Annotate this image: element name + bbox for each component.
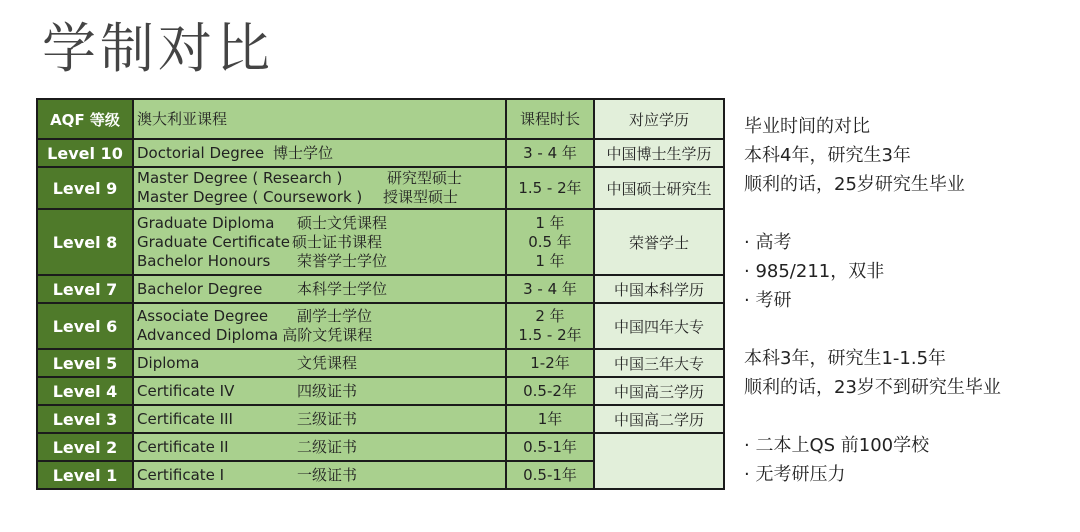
course-english-name: Advanced Diploma	[137, 326, 279, 344]
course-cell	[133, 433, 506, 461]
course-english-name: Master Degree ( Research )	[137, 169, 343, 187]
course-chinese-name: 一级证书	[297, 465, 358, 484]
aqf-comparison-table	[36, 98, 725, 490]
page-title: 学制对比	[42, 17, 274, 80]
course-english-name: Bachelor Honours	[137, 251, 271, 270]
equivalent-degree-cell: 中国高二学历	[594, 405, 724, 433]
notes-spacer	[744, 402, 1074, 431]
duration-value: 1.5 - 2年	[518, 326, 582, 344]
course-line	[137, 382, 505, 401]
duration-value: 3 - 4 年	[523, 279, 577, 298]
notes-china-bullet: · 985/211，双非	[744, 261, 885, 282]
course-chinese-name: 本科学士学位	[297, 279, 388, 298]
aqf-level-cell: Level 8	[37, 209, 133, 275]
course-chinese-name: 荣誉学士学位	[297, 251, 388, 270]
equivalent-degree-cell: 中国四年大专	[594, 303, 724, 349]
duration-cell	[506, 167, 594, 209]
equivalent-degree-cell: 中国博士生学历	[594, 139, 724, 167]
course-cell	[133, 209, 506, 275]
duration-cell	[506, 405, 594, 433]
notes-china-age: 顺利的话，25岁研究生毕业	[744, 174, 965, 195]
header-australian-course: 澳大利亚课程	[133, 99, 506, 139]
course-english-name: Bachelor Degree	[137, 279, 263, 298]
duration-value: 0.5-2年	[523, 381, 577, 400]
course-cell	[133, 139, 506, 167]
notes-china-bullet: · 高考	[744, 232, 792, 253]
aqf-level-cell: Level 3	[37, 405, 133, 433]
table-row	[37, 167, 724, 209]
aqf-level-cell: Level 10	[37, 139, 133, 167]
course-line	[137, 438, 505, 457]
table-row	[37, 275, 724, 303]
notes-heading: 毕业时间的对比	[744, 116, 870, 137]
duration-cell	[506, 139, 594, 167]
course-line	[137, 214, 505, 233]
course-cell	[133, 349, 506, 377]
course-line	[137, 466, 505, 485]
course-line	[137, 188, 505, 207]
course-line	[137, 144, 505, 163]
course-line	[137, 280, 505, 299]
aqf-level-cell: Level 5	[37, 349, 133, 377]
notes-aus-bullet: · 二本上QS 前100学校	[744, 435, 930, 456]
table-row	[37, 349, 724, 377]
duration-value: 0.5-1年	[523, 437, 577, 456]
course-line	[137, 307, 505, 326]
notes-spacer	[744, 315, 1074, 344]
duration-cell	[506, 209, 594, 275]
header-equivalent-degree: 对应学历	[594, 99, 724, 139]
course-chinese-name: 四级证书	[297, 381, 358, 400]
duration-value: 1 年	[535, 213, 565, 232]
duration-value: 2 年	[535, 307, 565, 325]
notes-china-bullet: · 考研	[744, 290, 792, 311]
duration-value: 1年	[537, 409, 563, 428]
course-chinese-name: 二级证书	[297, 437, 358, 456]
table-row	[37, 377, 724, 405]
course-cell	[133, 405, 506, 433]
course-chinese-name: 硕士文凭课程	[297, 213, 388, 232]
duration-value: 1-2年	[530, 353, 570, 372]
equivalent-degree-cell: 中国三年大专	[594, 349, 724, 377]
equivalent-degree-cell: 中国本科学历	[594, 275, 724, 303]
duration-cell	[506, 275, 594, 303]
equivalent-degree-cell: 中国高三学历	[594, 377, 724, 405]
course-line	[137, 169, 505, 188]
duration-value: 0.5 年	[528, 232, 572, 251]
course-cell	[133, 167, 506, 209]
duration-value: 1.5 - 2年	[518, 178, 582, 197]
table-row	[37, 405, 724, 433]
aqf-level-cell: Level 2	[37, 433, 133, 461]
aqf-level-cell: Level 4	[37, 377, 133, 405]
aqf-level-cell: Level 1	[37, 461, 133, 489]
course-english-name: Certificate III	[137, 409, 233, 428]
notes-china-duration: 本科4年，研究生3年	[744, 145, 911, 166]
notes-aus-duration: 本科3年，研究生1-1.5年	[744, 348, 947, 369]
duration-cell	[506, 377, 594, 405]
notes-aus-bullet: · 无考研压力	[744, 464, 846, 485]
aqf-level-cell: Level 6	[37, 303, 133, 349]
header-duration: 课程时长	[506, 99, 594, 139]
course-chinese-name: 硕士证书课程	[292, 232, 383, 251]
equivalent-degree-cell-empty	[594, 433, 724, 489]
duration-cell	[506, 349, 594, 377]
table-row	[37, 139, 724, 167]
table-body	[37, 139, 724, 489]
notes-panel	[744, 112, 1074, 489]
course-english-name: Certificate II	[137, 437, 229, 456]
course-chinese-name: 博士学位	[273, 143, 334, 162]
course-cell	[133, 303, 506, 349]
table-row	[37, 209, 724, 275]
duration-cell	[506, 461, 594, 489]
course-line	[137, 326, 505, 345]
course-english-name: Associate Degree	[137, 307, 269, 325]
duration-value: 1 年	[535, 251, 565, 270]
table-row	[37, 433, 724, 461]
equivalent-degree-cell: 中国硕士研究生	[594, 167, 724, 209]
duration-value: 0.5-1年	[523, 465, 577, 484]
course-english-name: Certificate I	[137, 465, 225, 484]
course-chinese-name: 文凭课程	[297, 353, 358, 372]
notes-spacer	[744, 199, 1074, 228]
duration-cell	[506, 433, 594, 461]
course-line	[137, 252, 505, 271]
course-chinese-name: 研究型硕士	[387, 169, 463, 187]
course-chinese-name: 副学士学位	[297, 307, 373, 325]
course-english-name: Master Degree ( Coursework )	[137, 188, 363, 206]
course-line	[137, 354, 505, 373]
duration-cell	[506, 303, 594, 349]
course-english-name: Doctorial Degree	[137, 143, 265, 162]
course-chinese-name: 高阶文凭课程	[282, 326, 373, 344]
course-chinese-name: 三级证书	[297, 409, 358, 428]
course-line	[137, 410, 505, 429]
course-cell	[133, 461, 506, 489]
course-chinese-name: 授课型硕士	[383, 188, 459, 206]
table-row	[37, 303, 724, 349]
course-line	[137, 233, 505, 252]
course-english-name: Graduate Certificate	[137, 232, 290, 251]
equivalent-degree-cell: 荣誉学士	[594, 209, 724, 275]
table-header-row	[37, 99, 724, 139]
course-english-name: Certificate IV	[137, 381, 235, 400]
aqf-level-cell: Level 7	[37, 275, 133, 303]
course-english-name: Graduate Diploma	[137, 213, 275, 232]
header-aqf-level: AQF 等级	[37, 99, 133, 139]
course-cell	[133, 275, 506, 303]
course-english-name: Diploma	[137, 353, 200, 372]
notes-aus-age: 顺利的话，23岁不到研究生毕业	[744, 377, 1001, 398]
course-cell	[133, 377, 506, 405]
aqf-level-cell: Level 9	[37, 167, 133, 209]
duration-value: 3 - 4 年	[523, 143, 577, 162]
